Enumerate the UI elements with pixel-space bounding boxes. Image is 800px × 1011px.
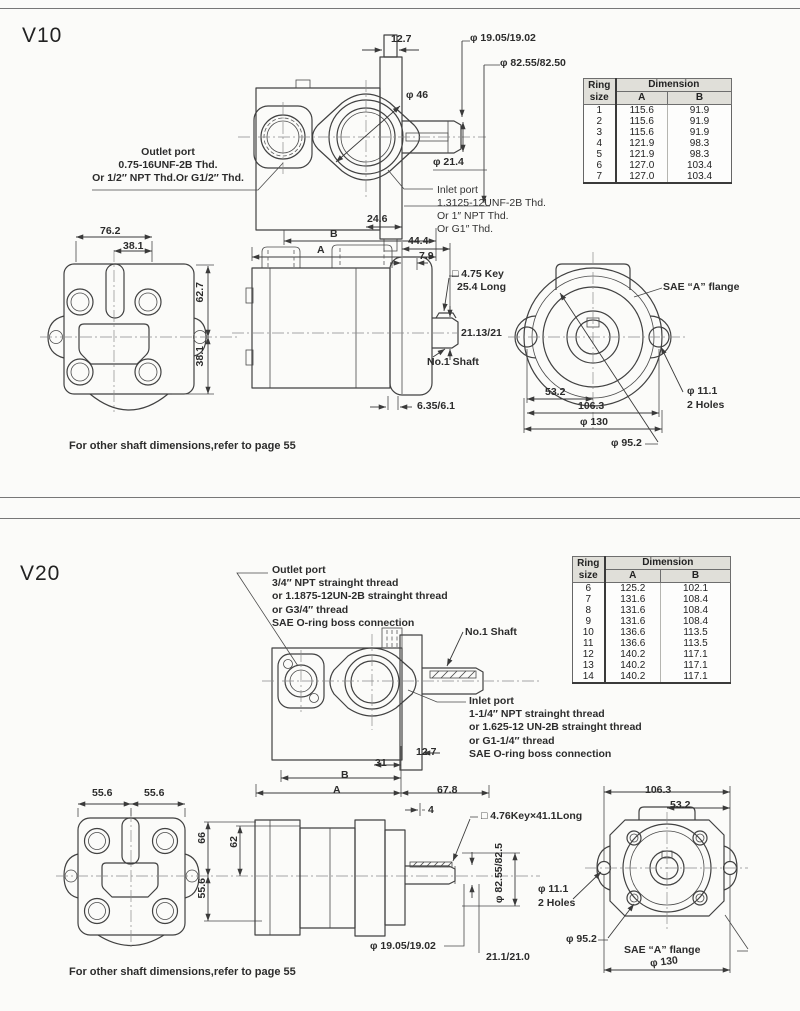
table-row	[573, 627, 731, 638]
outlet-port-label	[70, 146, 266, 185]
table-cell: 103.4	[668, 171, 732, 183]
dim-dia-95-2: φ 95.2	[611, 437, 642, 449]
table-row	[573, 671, 731, 683]
table-cell: 108.4	[661, 594, 731, 605]
outlet-line-5: SAE O-ring boss connection	[272, 616, 415, 629]
v10-line-art	[0, 0, 800, 500]
table-cell: 9	[573, 616, 605, 627]
section-divider-2	[0, 518, 800, 519]
dim-76-2: 76.2	[100, 225, 121, 237]
table-cell: 6	[584, 160, 616, 171]
table-cell: 115.6	[616, 105, 668, 117]
inlet-line-3: Or 1″ NPT Thd.	[437, 210, 509, 222]
table-cell: 10	[573, 627, 605, 638]
dim-55-6-right: 55.6	[144, 787, 165, 799]
key-note: □ 4.76Key×41.1Long	[481, 810, 583, 822]
dim-31: 31	[375, 757, 387, 769]
dim-44-4: 44.4	[408, 235, 429, 247]
table-cell: 127.0	[616, 171, 668, 183]
table-cell: 2	[584, 116, 616, 127]
table-header-a: A	[605, 570, 661, 583]
table-row	[573, 605, 731, 616]
table-cell: 131.6	[605, 594, 661, 605]
table-cell: 131.6	[605, 605, 661, 616]
table-cell: 136.6	[605, 638, 661, 649]
table-cell: 98.3	[668, 138, 732, 149]
table-row	[584, 138, 732, 149]
dim-66: 66	[196, 832, 208, 844]
table-row	[573, 594, 731, 605]
table-cell: 115.6	[616, 127, 668, 138]
dim-dia-95-2: φ 95.2	[566, 933, 597, 945]
table-header-dimension: Dimension	[616, 79, 732, 92]
dim-4: 4	[428, 804, 434, 816]
table-header-dimension: Dimension	[605, 557, 731, 570]
shaft-label: No.1 Shaft	[427, 356, 479, 368]
inlet-line-4: Or G1″ Thd.	[437, 223, 494, 235]
inlet-line-3: or 1.625-12 UN-2B strainght thread	[469, 721, 642, 734]
outlet-port-label	[272, 564, 448, 630]
v20-table-body	[573, 583, 731, 684]
inlet-line-1: Inlet port	[437, 184, 478, 196]
table-cell: 7	[584, 171, 616, 183]
table-header-b: B	[668, 92, 732, 105]
table-cell: 102.1	[661, 583, 731, 595]
dim-dia-19-05: φ 19.05/19.02	[370, 940, 436, 952]
table-cell: 1	[584, 105, 616, 117]
dim-67-8: 67.8	[437, 784, 458, 796]
inlet-line-2: 1.3125-12UNF-2B Thd.	[437, 197, 546, 209]
outlet-line-2: 3/4″ NPT strainght thread	[272, 577, 399, 590]
dim-dia-19-05: φ 19.05/19.02	[470, 32, 536, 44]
inlet-line-2: 1-1/4″ NPT strainght thread	[469, 708, 605, 721]
dim-12-7: 12.7	[391, 33, 412, 45]
table-row	[584, 160, 732, 171]
inlet-line-4: or G1-1/4″ thread	[469, 734, 555, 747]
dim-dia-21-4: φ 21.4	[433, 156, 464, 168]
table-cell: 14	[573, 671, 605, 683]
dim-6-35: 6.35/6.1	[417, 400, 455, 412]
table-row	[573, 616, 731, 627]
inlet-line-1: Inlet port	[469, 695, 514, 707]
dim-53-2: 53.2	[670, 799, 691, 811]
dim-12-7: 12.7	[416, 746, 437, 758]
outlet-line-1: Outlet port	[141, 146, 195, 158]
table-cell: 91.9	[668, 116, 732, 127]
table-cell: 98.3	[668, 149, 732, 160]
dim-53-2: 53.2	[545, 386, 566, 398]
dim-b: B	[341, 769, 349, 781]
v20-dimension-table	[572, 556, 731, 684]
dim-106-3: 106.3	[645, 784, 672, 796]
table-row	[584, 171, 732, 183]
table-header-b: B	[661, 570, 731, 583]
dim-b: B	[330, 228, 338, 240]
dim-a: A	[317, 244, 325, 256]
v10-table-body	[584, 105, 732, 184]
v10-title: V10	[22, 24, 63, 47]
sae-flange-label: SAE “A” flange	[663, 281, 740, 293]
dim-24-6: 24.6	[367, 213, 388, 225]
table-row	[573, 649, 731, 660]
dim-106-3: 106.3	[578, 400, 605, 412]
dim-55-6-vert: 55.6	[196, 878, 208, 899]
table-row	[584, 127, 732, 138]
table-cell: 136.6	[605, 627, 661, 638]
table-row	[584, 149, 732, 160]
table-cell: 121.9	[616, 138, 668, 149]
table-row	[573, 660, 731, 671]
dim-dia-82-55: φ 82.55/82.5	[493, 843, 505, 904]
dim-38-1-top: 38.1	[123, 240, 144, 252]
dim-2-holes: 2 Holes	[687, 399, 725, 411]
dim-21-1: 21.1/21.0	[486, 951, 530, 963]
dim-55-6-left: 55.6	[92, 787, 113, 799]
table-header-a: A	[616, 92, 668, 105]
table-cell: 91.9	[668, 105, 732, 117]
inlet-port-label	[469, 695, 642, 761]
table-header-size: size	[589, 91, 609, 103]
key-line-2: 25.4 Long	[457, 281, 507, 293]
table-cell: 6	[573, 583, 605, 595]
outlet-line-1: Outlet port	[272, 564, 326, 576]
outlet-line-3: Or 1/2″ NPT Thd.Or G1/2″ Thd.	[92, 172, 244, 184]
table-cell: 108.4	[661, 616, 731, 627]
sae-flange-label: SAE “A” flange	[624, 944, 701, 956]
table-cell: 131.6	[605, 616, 661, 627]
table-cell: 113.5	[661, 627, 731, 638]
table-cell: 140.2	[605, 671, 661, 683]
table-cell: 113.5	[661, 638, 731, 649]
table-row	[584, 116, 732, 127]
table-cell: 115.6	[616, 116, 668, 127]
table-header-size: size	[578, 569, 598, 581]
table-row	[584, 105, 732, 117]
inlet-port-label	[437, 184, 546, 236]
inlet-line-5: SAE O-ring boss connection	[469, 747, 612, 760]
dim-dia-130: φ 130	[580, 416, 608, 428]
dim-62: 62	[228, 836, 240, 848]
table-cell: 117.1	[661, 671, 731, 683]
table-cell: 117.1	[661, 649, 731, 660]
table-cell: 121.9	[616, 149, 668, 160]
table-header-ring: Ring	[588, 79, 611, 91]
table-cell: 8	[573, 605, 605, 616]
dim-21-13: 21.13/21	[461, 327, 502, 339]
table-cell: 11	[573, 638, 605, 649]
table-cell: 12	[573, 649, 605, 660]
outlet-line-4: or G3/4″ thread	[272, 603, 349, 616]
dim-a: A	[333, 784, 341, 796]
dim-7-9: 7.9	[419, 250, 434, 262]
table-header-ring: Ring	[577, 557, 600, 569]
table-cell: 127.0	[616, 160, 668, 171]
table-cell: 4	[584, 138, 616, 149]
dim-62-7: 62.7	[194, 282, 206, 303]
v20-footnote: For other shaft dimensions,refer to page 55	[69, 966, 296, 978]
table-cell: 117.1	[661, 660, 731, 671]
key-line-1: □ 4.75 Key	[452, 268, 504, 280]
dim-dia-46: φ 46	[406, 89, 429, 101]
table-cell: 3	[584, 127, 616, 138]
outlet-line-2: 0.75-16UNF-2B Thd.	[118, 159, 218, 171]
dim-dia-11-1: φ 11.1	[687, 385, 718, 397]
table-cell: 7	[573, 594, 605, 605]
table-cell: 125.2	[605, 583, 661, 595]
key-note	[452, 268, 506, 294]
v10-footnote: For other shaft dimensions,refer to page 55	[69, 440, 296, 452]
shaft-label: No.1 Shaft	[465, 626, 517, 638]
dim-dia-130: φ 130	[649, 954, 679, 970]
table-cell: 91.9	[668, 127, 732, 138]
dim-dia-82-55: φ 82.55/82.50	[500, 57, 566, 69]
table-header-ring-size	[584, 79, 616, 105]
table-cell: 108.4	[661, 605, 731, 616]
table-row	[573, 583, 731, 595]
table-row	[573, 638, 731, 649]
outlet-line-3: or 1.1875-12UN-2B strainght thread	[272, 590, 448, 603]
table-cell: 140.2	[605, 649, 661, 660]
table-cell: 103.4	[668, 160, 732, 171]
dim-dia-11-1: φ 11.1	[538, 883, 569, 895]
table-cell: 13	[573, 660, 605, 671]
table-cell: 5	[584, 149, 616, 160]
dim-38-1-bottom: 38.1	[194, 346, 206, 367]
v10-dimension-table	[583, 78, 732, 184]
table-header-ring-size	[573, 557, 605, 583]
table-cell: 140.2	[605, 660, 661, 671]
dim-2-holes: 2 Holes	[538, 897, 576, 909]
v20-title: V20	[20, 562, 61, 585]
